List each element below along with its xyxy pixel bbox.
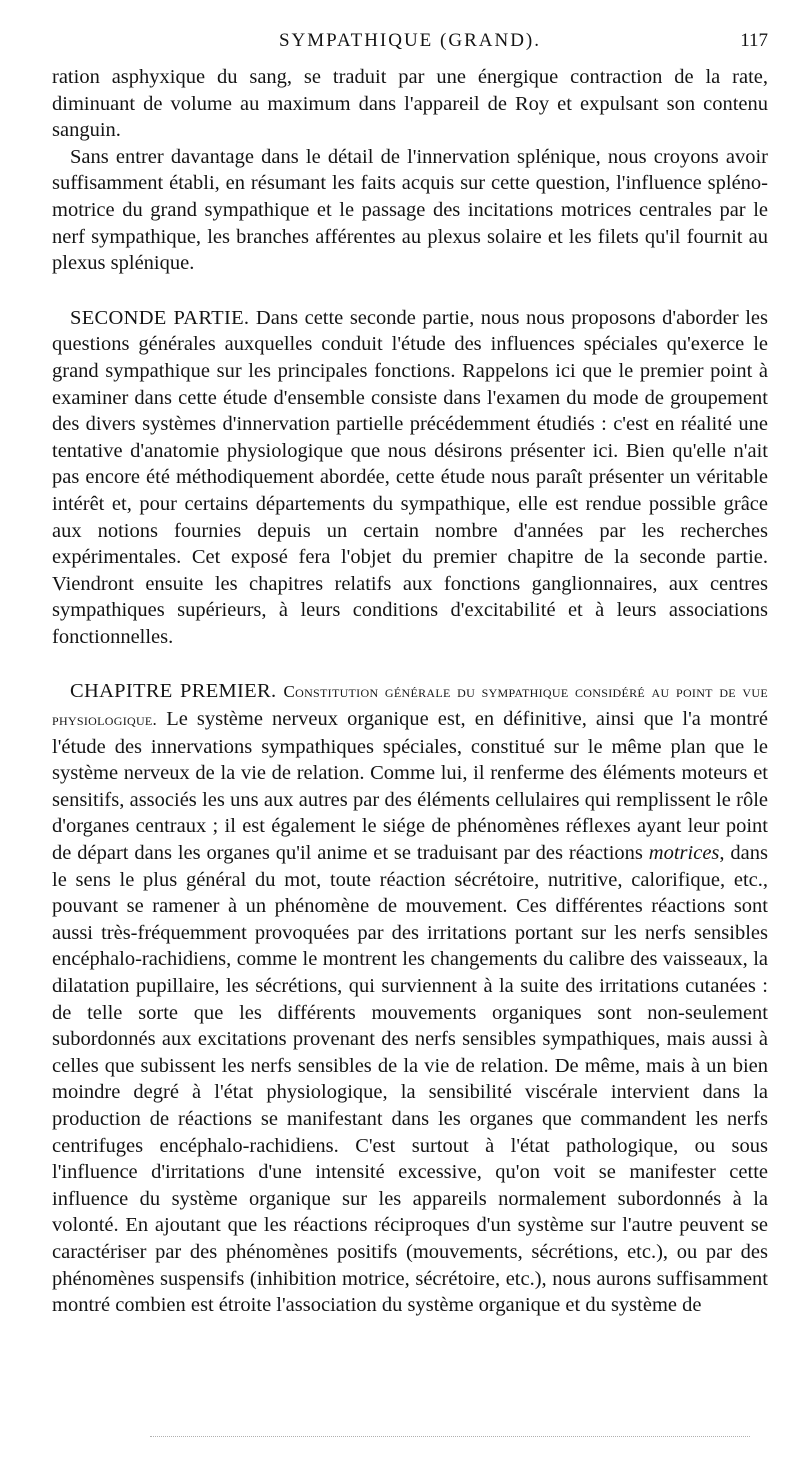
running-title: SYMPATHIQUE (GRAND).	[278, 30, 542, 51]
paragraph-chapter-one	[52, 678, 768, 1318]
page-body	[52, 64, 768, 1319]
footer-rule	[150, 1436, 750, 1437]
paragraph-continuation	[52, 64, 768, 144]
paragraph-text: ration asphyxique du sang, se traduit par une énergique contraction de la rate, diminuant de volume au maximum dans l'appareil de Roy et expulsant son contenu sanguin.	[52, 66, 768, 142]
page-number: 117	[740, 30, 768, 51]
paragraph-text: Le système nerveux organique est, en définitive, ainsi que l'a montré l'étude des innervations sympathiques spéciales, constitué sur le même plan que le système nerveux de la vie de relation. Comme lui, il renferme des éléments moteurs et sensitifs, associés les uns aux autres par des éléments cellulaires qui remplissent le rôle d'organes centraux ; il est également le siége de phénomènes réflexes ayant leur point de départ dans les organes qu'il anime et se traduisant par des réactions	[52, 708, 768, 865]
paragraph-splenic-innervation	[52, 144, 768, 277]
chapter-subtitle: Constitution générale du sympathique considéré au point de vue physiologique.	[52, 682, 768, 730]
paragraph-text: Dans cette seconde partie, nous nous proposons d'aborder les questions générales auxquelles conduit l'étude des influences spéciales qu'exerce le grand sympathique sur les principales fonctions. Rappelons ici que le premier point à examiner dans cette étude d'ensemble consiste dans l'examen du mode de groupement des divers systèmes d'innervation partielle précédemment étudiés : c'est en réalité une tentative d'anatomie physiologique que nous désirons présenter ici. Bien qu'elle n'ait pas encore été méthodiquement abordée, cette étude nous paraît présenter un véritable intérêt et, pour certains départements du sympathique, elle est rendue possible grâce aux notions fournies depuis un certain nombre d'années par les recherches expérimentales. Cet exposé fera l'objet du premier chapitre de la seconde partie. Viendront ensuite les chapitres relatifs aux fonctions ganglionnaires, aux centres sympathiques supérieurs, à leurs conditions d'excitabilité et à leurs associations fonctionnelles.	[52, 306, 768, 648]
chapter-heading: CHAPITRE PREMIER.	[70, 680, 277, 703]
paragraph-text: , dans le sens le plus général du mot, toute réaction sécrétoire, nutritive, calorifique, etc., pouvant se ramener à un phénomène de mouvement. Ces différentes réactions sont aussi très-fréquemment provoquées par des irritations portant sur les nerfs sensibles encéphalo-rachidiens, comme le montrent les changements du calibre des vaisseaux, la dilatation pupillaire, les sécrétions, qui surviennent à la suite des irritations cutanées : de telle sorte que les différents mouvements organiques sont non-seulement subordonnés aux excitations provenant des nerfs sensibles sympathiques, mais aussi à celles que subissent les nerfs sensibles de la vie de relation. De même, mais à un bien moindre degré à l'état physiologique, la sensibilité viscérale intervient dans la production de réactions se manifestant dans les organes que commandent les nerfs centrifuges encéphalo-rachidiens. C'est surtout à l'état pathologique, ou sous l'influence d'irritations d'une intensité excessive, qu'on voit se manifester cette influence du système organique sur les appareils normalement subordonnés à la volonté. En ajoutant que les réactions réciproques d'un système sur l'autre peuvent se caractériser par des phénomènes positifs (mouvements, sécrétions, etc.), ou par des phénomènes suspensifs (inhibition motrice, sécrétoire, etc.), nous aurons suffisamment montré combien est étroite l'association du système organique et du système de	[52, 842, 769, 1317]
paragraph-text: Sans entrer davantage dans le détail de l'innervation splénique, nous croyons avoir suffisamment établi, en résumant les faits acquis sur cette question, l'influence spléno-motrice du grand sympathique et le passage des incitations motrices centrales par le nerf sympathique, les branches afférentes au plexus solaire et les filets qu'il fournit au plexus splénique.	[52, 145, 768, 275]
section-heading: SECONDE PARTIE.	[70, 306, 250, 329]
italic-term: motrices	[648, 842, 720, 865]
paragraph-second-part	[52, 305, 768, 651]
page-header	[52, 30, 768, 56]
